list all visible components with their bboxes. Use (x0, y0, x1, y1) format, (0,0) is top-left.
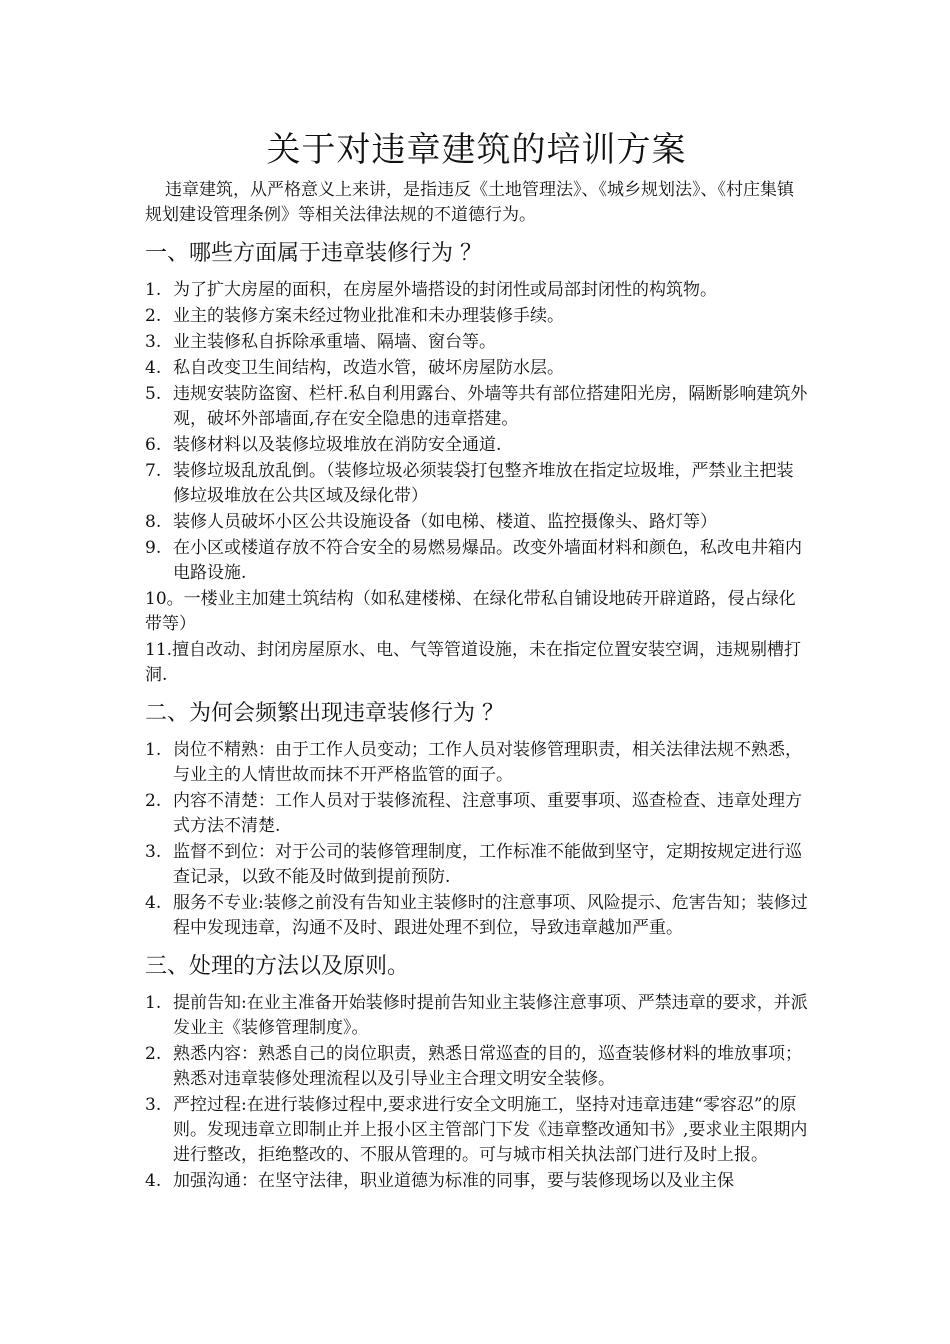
item-text: 擅自改动、封闭房屋原水、电、气等管道设施，未在指定位置安装空调，违规剔槽打洞. (145, 640, 802, 685)
list-item (145, 536, 808, 586)
item-text: 严控过程:在进行装修过程中,要求进行安全文明施工，坚持对违章违建“零容忍”的原则。发现违章立即制止并上报小区主管部门下发《违章整改通知书》,要求业主限期内进行整改，拒绝整改的、不服从管理的。可与城市相关执法部门进行及时上报。 (173, 1095, 808, 1165)
item-text: 违规安装防盗窗、栏杆.私自利用露台、外墙等共有部位搭建阳光房，隔断影响建筑外观，破坏外部墙面,存在安全隐患的违章搭建。 (173, 384, 808, 429)
item-text: 装修人员破坏小区公共设施设备（如电梯、楼道、监控摄像头、路灯等） (173, 512, 717, 532)
item-number: 1. (145, 993, 162, 1013)
numbered-list (145, 278, 808, 688)
item-number: 8. (145, 512, 162, 532)
list-item (145, 1093, 808, 1168)
item-text: 熟悉内容：熟悉自己的岗位职责，熟悉日常巡查的目的，巡查装修材料的堆放事项；熟悉对违章装修处理流程以及引导业主合理文明安全装修。 (173, 1044, 802, 1089)
item-number: 4. (145, 893, 162, 913)
list-item (145, 1042, 808, 1092)
numbered-list (145, 991, 808, 1194)
list-item (145, 459, 808, 509)
document-title: 关于对违章建筑的培训方案 (266, 130, 687, 170)
section-heading: 一、哪些方面属于违章装修行为 ？ (145, 241, 482, 266)
section-heading: 三、处理的方法以及原则。 (145, 954, 410, 979)
list-item (145, 433, 808, 458)
item-number: 7. (145, 461, 162, 481)
list-item (145, 587, 808, 637)
list-item (145, 304, 808, 329)
list-item (145, 789, 808, 839)
item-text: 业主的装修方案未经过物业批准和未办理装修手续。 (173, 306, 564, 326)
list-item (145, 382, 808, 432)
item-number: 11. (145, 640, 173, 660)
list-item (145, 840, 808, 890)
item-number: 2. (145, 791, 162, 811)
item-text: 提前告知:在业主准备开始装修时提前告知业主装修注意事项、严禁违章的要求，并派发业主《装修管理制度》。 (173, 993, 808, 1038)
document-sections (145, 238, 808, 1194)
list-item (145, 738, 808, 788)
item-number: 2. (145, 1044, 162, 1064)
item-text: 加强沟通：在坚守法律，职业道德为标准的同事，要与装修现场以及业主保 (173, 1171, 734, 1191)
item-number: 4. (145, 358, 162, 378)
item-number: 3. (145, 1095, 162, 1115)
list-item (145, 510, 808, 535)
list-item (145, 330, 808, 355)
list-item (145, 638, 808, 688)
item-text: 一楼业主加建土筑结构（如私建楼梯、在绿化带私自铺设地砖开辟道路，侵占绿化带等） (145, 589, 796, 634)
item-text: 装修垃圾乱放乱倒。（装修垃圾必须装袋打包整齐堆放在指定垃圾堆，严禁业主把装修垃圾堆放在公共区域及绿化带） (173, 461, 794, 506)
item-text: 监督不到位：对于公司的装修管理制度，工作标准不能做到坚守，定期按规定进行巡查记录，以致不能及时做到提前预防. (173, 842, 802, 887)
item-number: 2. (145, 306, 162, 326)
item-number: 3. (145, 332, 162, 352)
intro-paragraph: 违章建筑，从严格意义上来讲，是指违反《土地管理法》、《城乡规划法》、《村庄集镇规划建设管理条例》等相关法律法规的不道德行为。 (145, 180, 794, 225)
item-number: 3. (145, 842, 162, 862)
numbered-list (145, 738, 808, 941)
item-text: 岗位不精熟：由于工作人员变动；工作人员对装修管理职责，相关法律法规不熟悉，与业主的人情世故而抹不开严格监管的面子。 (173, 740, 802, 785)
item-number: 1. (145, 740, 162, 760)
item-text: 在小区或楼道存放不符合安全的易燃易爆品。改变外墙面材料和颜色，私改电井箱内电路设施. (173, 538, 802, 583)
section-heading: 二、为何会频繁出现违章装修行为 ？ (145, 701, 504, 726)
item-text: 为了扩大房屋的面积，在房屋外墙搭设的封闭性或局部封闭性的构筑物。 (173, 280, 717, 300)
item-text: 业主装修私自拆除承重墙、隔墙、窗台等。 (173, 332, 496, 352)
item-number: 1. (145, 280, 162, 300)
item-text: 内容不清楚：工作人员对于装修流程、注意事项、重要事项、巡查检查、违章处理方式方法不清楚. (173, 791, 802, 836)
list-item (145, 991, 808, 1041)
list-item (145, 1169, 808, 1194)
list-item (145, 356, 808, 381)
item-number: 9. (145, 538, 162, 558)
list-item (145, 278, 808, 303)
item-number: 4. (145, 1171, 162, 1191)
item-text: 装修材料以及装修垃圾堆放在消防安全通道. (173, 435, 502, 455)
item-number: 5. (145, 384, 162, 404)
item-text: 私自改变卫生间结构，改造水管，破坏房屋防水层。 (173, 358, 564, 378)
list-item (145, 891, 808, 941)
item-number: 10。 (145, 589, 184, 609)
item-number: 6. (145, 435, 162, 455)
item-text: 服务不专业:装修之前没有告知业主装修时的注意事项、风险提示、危害告知；装修过程中发现违章，沟通不及时、跟进处理不到位，导致违章越加严重。 (173, 893, 808, 938)
